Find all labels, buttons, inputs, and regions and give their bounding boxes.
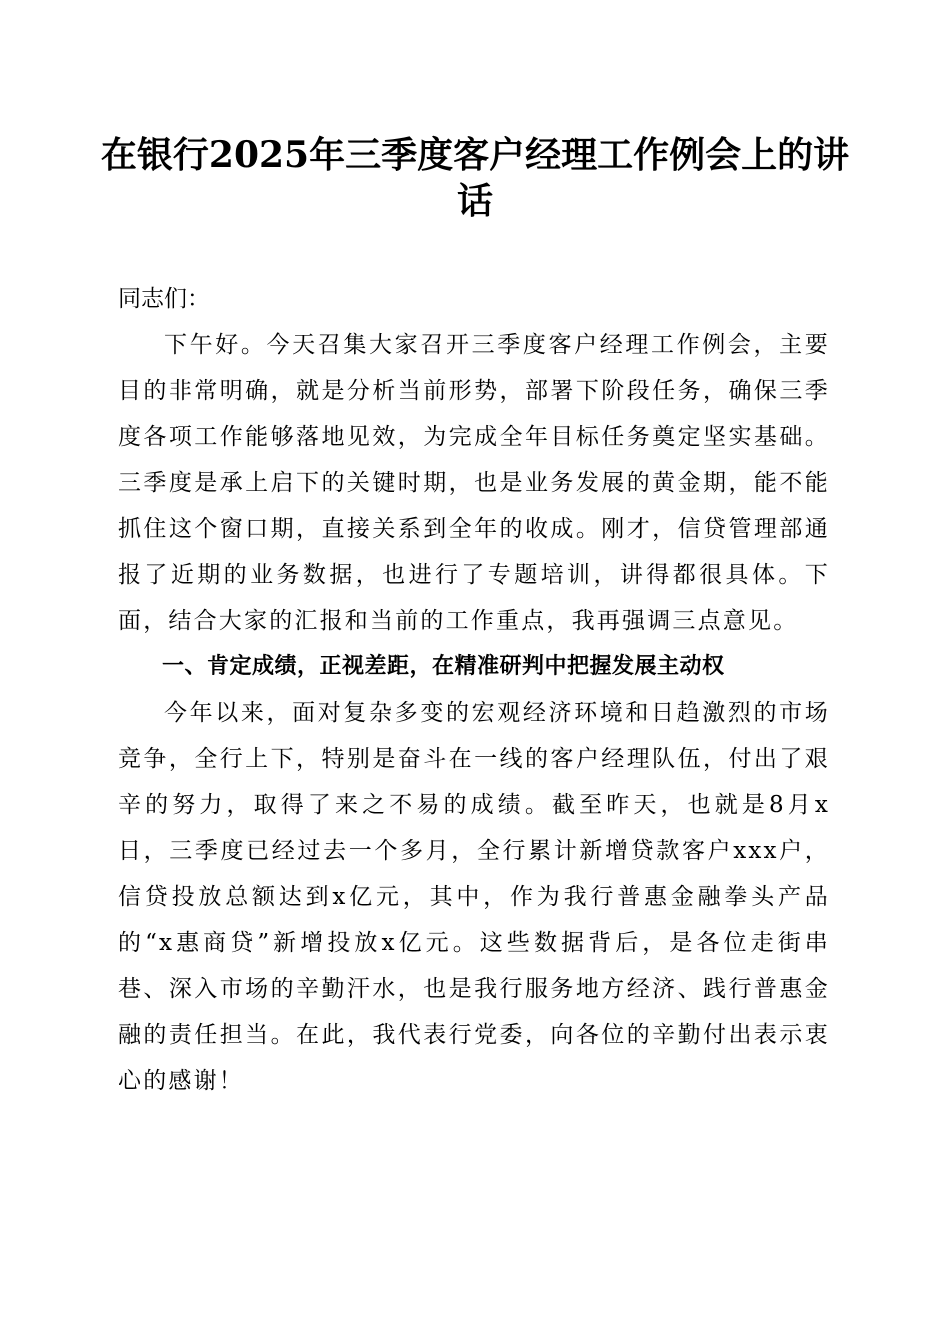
section-paragraph: 今年以来，面对复杂多变的宏观经济环境和日趋激烈的市场竞争，全行上下，特别是奋斗在一线的客户经理队伍，付出了艰辛的努力，取得了来之不易的成绩。截至昨天，也就是8月x日，三季度已经过去一个多月，全行累计新增贷款客户xxx户，信贷投放总额达到x亿元，其中，作为我行普惠金融拳头产品的“x惠商贷”新增投放x亿元。这些数据背后，是各位走街串巷、深入市场的辛勤汗水，也是我行服务地方经济、践行普惠金融的责任担当。在此，我代表行党委，向各位的辛勤付出表示衷心的感谢！	[118, 700, 830, 1094]
section-heading: 一、肯定成绩，正视差距，在精准研判中把握发展主动权	[162, 654, 725, 679]
opening-paragraph: 下午好。今天召集大家召开三季度客户经理工作例会，主要目的非常明确，就是分析当前形势，部署下阶段任务，确保三季度各项工作能够落地见效，为完成全年目标任务奠定坚实基础。三季度是承上启下的关键时期，也是业务发展的黄金期，能不能抓住这个窗口期，直接关系到全年的收成。刚才，信贷管理部通报了近期的业务数据，也进行了专题培训，讲得都很具体。下面，结合大家的汇报和当前的工作重点，我再强调三点意见。	[118, 332, 830, 634]
salutation: 同志们：	[118, 286, 210, 312]
document-title: 在银行2025年三季度客户经理工作例会上的讲话	[100, 134, 850, 222]
document-body	[118, 276, 830, 1104]
